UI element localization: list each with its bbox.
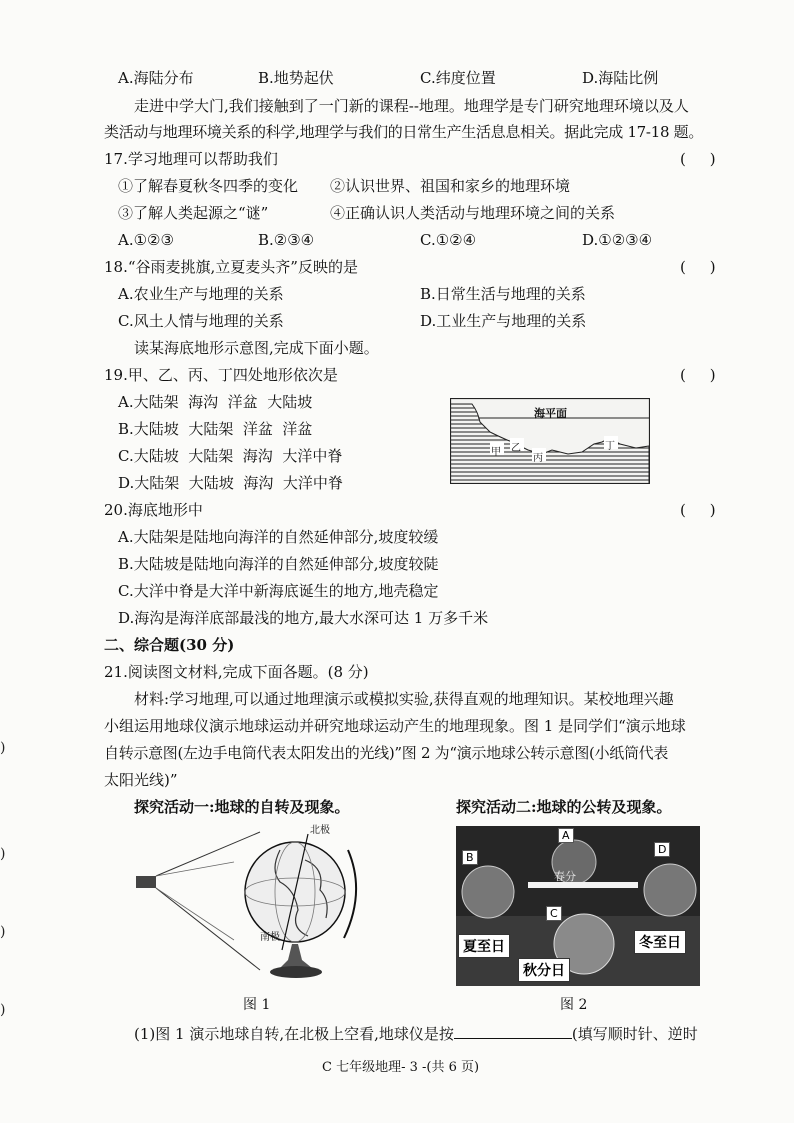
q21-material-line1: 材料:学习地理,可以通过地理演示或模拟实验,获得直观的地理知识。某校地理兴趣 — [134, 690, 674, 708]
q21-stem: 21.阅读图文材料,完成下面各题。(8 分) — [104, 663, 369, 681]
edge-mark-3: ) — [0, 924, 6, 940]
globe-base — [270, 966, 322, 978]
figure-1 — [130, 820, 370, 988]
intro-19-20: 读某海底地形示意图,完成下面小题。 — [134, 339, 379, 357]
q21-sub1 — [134, 1024, 698, 1044]
q18-option-d: D.工业生产与地理的关系 — [420, 312, 587, 330]
q20-option-d: D.海沟是海洋底部最浅的地方,最大水深可达 1 万多千米 — [118, 609, 489, 627]
figure-1-caption: 图 1 — [243, 997, 271, 1013]
q20-answer-paren: ( ) — [680, 501, 716, 519]
fig2-autumn-equinox-label: 秋分日 — [518, 958, 570, 982]
label-yi: 乙 — [511, 443, 521, 454]
fig1-south-pole-label: 南极 — [260, 932, 280, 943]
fig2-label-a: A — [558, 828, 574, 843]
intro-17-18-line1: 走进中学大门,我们接触到了一门新的课程--地理。地理学是专门研究地理环境以及人 — [134, 97, 689, 115]
q18-option-c: C.风土人情与地理的关系 — [118, 312, 284, 330]
q16-option-b: B.地势起伏 — [258, 69, 334, 87]
flashlight — [136, 876, 156, 888]
q17-item-3: ③了解人类起源之“谜” — [118, 204, 269, 222]
label-jia: 甲 — [491, 447, 501, 458]
q18-option-b: B.日常生活与地理的关系 — [420, 285, 586, 303]
q17-item-1: ①了解春夏秋冬四季的变化 — [118, 177, 299, 195]
seafloor-diagram — [450, 398, 650, 484]
q19-answer-paren: ( ) — [680, 366, 716, 384]
edge-mark-1: ) — [0, 740, 6, 756]
edge-mark-2: ) — [0, 846, 6, 862]
fig2-summer-solstice-label: 夏至日 — [458, 934, 510, 958]
q20-option-b: B.大陆坡是陆地向海洋的自然延伸部分,坡度较陡 — [118, 555, 439, 573]
q17-option-b: B.②③④ — [258, 231, 315, 249]
label-ding: 丁 — [605, 441, 615, 452]
globe-meridian-ring — [344, 850, 356, 938]
q21-sub1-answer-blank[interactable] — [454, 1024, 572, 1039]
globe-b — [462, 866, 514, 918]
fig1-north-pole-label: 北极 — [310, 825, 330, 836]
figure-2 — [456, 826, 700, 986]
section-2-heading: 二、综合题(30 分) — [104, 636, 235, 654]
q19-option-c: C.大陆坡 大陆架 海沟 大洋中脊 — [118, 447, 343, 465]
q17-item-2: ②认识世界、祖国和家乡的地理环境 — [330, 177, 571, 195]
activity-2-heading: 探究活动二:地球的公转及现象。 — [456, 798, 672, 816]
activity-1-heading: 探究活动一:地球的自转及现象。 — [134, 798, 350, 816]
q20-stem: 20.海底地形中 — [104, 501, 203, 519]
sea-level-label: 海平面 — [534, 407, 567, 420]
q21-material-line4: 太阳光线)” — [104, 771, 178, 789]
fig2-winter-solstice-label: 冬至日 — [634, 930, 686, 954]
q17-option-d: D.①②③④ — [582, 231, 653, 249]
q21-material-line2: 小组运用地球仪演示地球运动并研究地球运动产生的地理现象。图 1 是同学们“演示地球 — [104, 717, 686, 735]
q21-material-line3: 自转示意图(左边手电筒代表太阳发出的光线)”图 2 为“演示地球公转示意图(小纸筒代表 — [104, 744, 669, 762]
q19-stem: 19.甲、乙、丙、丁四处地形依次是 — [104, 366, 338, 384]
q18-answer-paren: ( ) — [680, 258, 716, 276]
q21-sub1-suffix: (填写顺时针、逆时 — [571, 1025, 698, 1043]
paper-tube — [528, 882, 638, 888]
light-beam — [156, 832, 260, 970]
q20-option-c: C.大洋中脊是大洋中新海底诞生的地方,地壳稳定 — [118, 582, 439, 600]
fig2-label-d: D — [654, 842, 670, 857]
q16-option-c: C.纬度位置 — [420, 69, 496, 87]
q20-option-a: A.大陆架是陆地向海洋的自然延伸部分,坡度较缓 — [118, 528, 439, 546]
globe-d — [644, 864, 696, 916]
figure-2-caption: 图 2 — [560, 997, 588, 1013]
q19-option-d: D.大陆架 大陆坡 海沟 大洋中脊 — [118, 474, 343, 492]
q19-option-a: A.大陆架 海沟 洋盆 大陆坡 — [118, 393, 313, 411]
q19-option-b: B.大陆坡 大陆架 洋盆 洋盆 — [118, 420, 313, 438]
page-footer: C 七年级地理- 3 -(共 6 页) — [322, 1060, 480, 1075]
label-bing: 丙 — [533, 453, 543, 464]
fig2-spring-label: 春分 — [554, 870, 576, 883]
q18-stem: 18.“谷雨麦挑旗,立夏麦头齐”反映的是 — [104, 258, 358, 276]
intro-17-18-line2: 类活动与地理环境关系的科学,地理学与我们的日常生产生活息息相关。据此完成 17-18 题。 — [104, 123, 704, 141]
edge-mark-4: ) — [0, 1002, 6, 1018]
q17-stem: 17.学习地理可以帮助我们 — [104, 150, 278, 168]
q17-answer-paren: ( ) — [680, 150, 716, 168]
q16-option-a: A.海陆分布 — [118, 69, 194, 87]
fig2-label-b: B — [462, 850, 478, 865]
q17-item-4: ④正确认识人类活动与地理环境之间的关系 — [330, 204, 616, 222]
q18-option-a: A.农业生产与地理的关系 — [118, 285, 284, 303]
q17-option-a: A.①②③ — [118, 231, 174, 249]
q17-option-c: C.①②④ — [420, 231, 477, 249]
figure-1-svg — [130, 820, 370, 988]
fig2-label-c: C — [546, 906, 562, 921]
q21-sub1-prefix: (1)图 1 演示地球自转,在北极上空看,地球仪是按 — [134, 1025, 454, 1043]
q16-option-d: D.海陆比例 — [582, 69, 659, 87]
light-beam-inner — [156, 862, 234, 940]
